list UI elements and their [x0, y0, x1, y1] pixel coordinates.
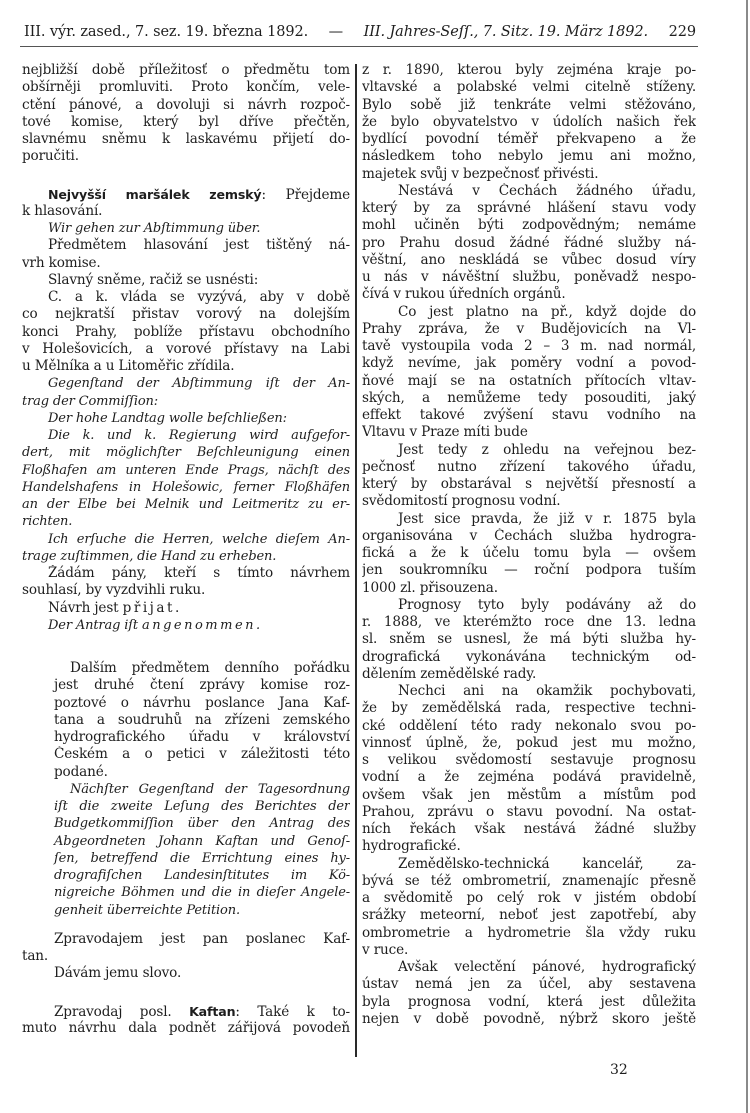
- text-line: Dalším předmětem denního pořádku: [70, 660, 350, 676]
- text-line: souhlasí, by vyzdvihli ruku.: [22, 582, 206, 599]
- text-run: Návrh jest: [48, 599, 123, 616]
- text-line: Bylo sobě již tenkráte velmi stěžováno,: [362, 96, 696, 113]
- text-line: r. 1888, ve kterémžto roce dne 13. ledna: [362, 614, 696, 630]
- text-line: že bylo obyvatelstvo v údolích našich řek: [362, 113, 696, 130]
- text-line: ských, a nemůžeme tedy posouditi, jaký: [362, 389, 696, 406]
- speaker-name: Kaftan: [189, 1003, 236, 1019]
- text-line: C. a k. vláda se vyzývá, aby v době: [48, 289, 350, 305]
- german-line: richten.: [22, 514, 73, 530]
- text-line: Jest tedy z ohledu na veřejnou bez-: [398, 441, 696, 458]
- text-line: svědomitostí prognosu vodní.: [362, 493, 561, 510]
- header-czech: III. výr. zased., 7. sez. 19. března 1892.: [24, 24, 309, 40]
- text-line: byla prognosa vodní, která jest důležita: [362, 993, 696, 1010]
- speaker-text: : Přejdeme: [261, 186, 350, 203]
- text-line: ňové mají se na ostatních přítocích vltav-: [362, 372, 696, 389]
- text-line: čívá v rukou úředních orgánů.: [362, 286, 566, 303]
- text-line: který by obstarával s největší přesností a: [362, 476, 696, 492]
- text-line: hydrografického úřadu v království: [54, 729, 350, 745]
- text-line: obšírněji promluviti. Proto končím, vele-: [22, 79, 350, 96]
- text-line: ctění pánové, a dovoluji si návrh rozpoč-: [22, 96, 350, 113]
- text-line: poztové o návrhu poslance Jana Kaf-: [54, 694, 350, 711]
- text-line: jen soukromníku — roční podpora tuším: [362, 562, 696, 579]
- text-line: následkem toho nebylo jemu ani možno,: [362, 148, 696, 165]
- text-line: sl. sněm se usnesl, že má býti služba hy-: [362, 631, 696, 648]
- german-line: trage zuſtimmen, die Hand zu erheben.: [22, 548, 277, 564]
- german-line: Abgeordneten Johann Kaftan und Genoſ-: [54, 833, 350, 849]
- speaker-line: [22, 1003, 350, 1020]
- column-divider: [355, 64, 357, 1057]
- signature-number: 32: [610, 1062, 628, 1078]
- left-column: [22, 62, 350, 1037]
- speaker-text: : Také k to-: [235, 1003, 350, 1020]
- text-line: dělením zemědělské rady.: [362, 665, 537, 682]
- header-dash: —: [328, 24, 344, 40]
- text-line: Prognosy tyto byly podávány až do: [398, 596, 696, 613]
- text-line: tové komise, který byl dříve přečtěn,: [22, 113, 350, 130]
- german-line: trag der Commiſſion:: [22, 393, 158, 409]
- text-line: Zemědělsko-technická kancelář, za-: [398, 855, 696, 872]
- text-line: v Holešovicích, a vorové přístavy na Labi: [22, 340, 350, 357]
- text-line: Avšak velectění pánové, hydrografický: [398, 959, 696, 975]
- text-line: Vltavu v Praze míti bude: [362, 424, 528, 441]
- german-line: Floßhafen am unteren Ende Prags, nächſt des: [22, 462, 350, 478]
- text-line: bydlící povodní téměř překvapeno a že: [362, 131, 696, 147]
- text-line: co nejkratší přistav vorový na dolejším: [22, 306, 350, 323]
- speaker-name: Nejvyšší maršálek zemský: [48, 186, 262, 202]
- text-line: [22, 600, 350, 617]
- text-line: věštní, ano neskládá se vůbec dosud víry: [362, 251, 696, 268]
- text-line: v ruce.: [362, 941, 409, 958]
- text-line: že by zemědělská rada, respective techni-: [362, 700, 696, 717]
- text-line: vrh komise.: [22, 254, 101, 271]
- header-german: III. Jahres-Seſſ., 7. Sitz. 19. März 1892.: [363, 24, 649, 40]
- german-line: Wir gehen zur Abſtimmung über.: [48, 221, 261, 236]
- text-line: Žádám pány, kteří s tímto návrhem: [48, 565, 350, 581]
- text-line: tan.: [22, 948, 49, 964]
- text-line: když nevíme, jak poměry vodní a povod-: [362, 355, 696, 372]
- page-edge: [746, 0, 748, 1113]
- page-number: 229: [668, 24, 696, 40]
- text-line: Českém a o petici v záležitosti této: [54, 746, 350, 763]
- text-run: Der Antrag iſt: [48, 617, 142, 633]
- german-line: Gegenſtand der Abſtimmung iſt der An-: [48, 376, 350, 392]
- text-line: s velikou svědomostí sestavuje prognosu: [362, 752, 696, 768]
- german-line: Budgetkommiſſion über den Antrag des: [54, 816, 350, 832]
- speaker-line: [22, 186, 350, 203]
- text-line: majetek svůj v bezpečnosť přivésti.: [362, 165, 599, 182]
- text-line: bývá se též ombrometrií, znamenajíc přesně: [362, 872, 696, 889]
- text-line: ovšem však jen městům a místům pod: [362, 786, 696, 803]
- german-line: ſen, betreffend die Errichtung eines hy-: [54, 850, 350, 866]
- german-line: nigreiche Böhmen und die in dieſer Angele-: [54, 885, 350, 901]
- text-line: Prahou, zprávu o stavu povodní. Na ostat-: [362, 803, 696, 820]
- text-line: 1000 zl. přisouzena.: [362, 579, 498, 596]
- text-line: Prahy zpráva, že v Budějovicích na Vl-: [362, 320, 696, 337]
- text-line: Zpravodajem jest pan poslanec Kaf-: [54, 930, 350, 947]
- german-line: Ich erſuche die Herren, welche dieſem An-: [48, 531, 350, 547]
- spaced-text: angenommen.: [141, 617, 263, 633]
- german-line: dert, mit möglichſter Beſchleunigung einen: [22, 445, 350, 461]
- german-line: Der hohe Landtag wolle beſchließen:: [48, 410, 287, 426]
- text-line: Dávám jemu slovo.: [54, 965, 182, 982]
- text-line: mohl učiněn býti zodpovědným; nemáme: [362, 217, 696, 234]
- text-line: Jest sice pravda, že již v r. 1875 byla: [398, 510, 696, 527]
- text-line: slavnému sněmu k laskavému přijetí do-: [22, 131, 350, 147]
- text-line: konci Prahy, poblíže přístavu obchodního: [22, 323, 350, 340]
- german-line: drografiſchen Landesinſtitutes im Kö-: [54, 868, 350, 883]
- text-line: jest druhé čtení zprávy komise roz-: [54, 677, 350, 694]
- text-line: k hlasování.: [22, 202, 103, 219]
- german-line: Handelshafens in Holešowic, ferner Floßhäfen: [22, 479, 350, 495]
- text-line: srážky meteorní, neboť jest zapotřebí, aby: [362, 907, 696, 924]
- text-line: Slavný sněme, račiž se usnésti:: [48, 271, 259, 288]
- text-line: ních řekách však nestává žádné služby: [362, 821, 696, 837]
- text-line: hydrografické.: [362, 838, 461, 855]
- german-line: [22, 617, 350, 634]
- text-line: ombrometrie a hydrometrie šla vždy ruku: [362, 924, 696, 941]
- text-line: podané.: [54, 763, 108, 780]
- text-line: poručiti.: [22, 148, 79, 165]
- text-line: z r. 1890, kterou byly zejména kraje po-: [362, 62, 696, 78]
- text-line: ústav nemá jen za účel, aby sestavena: [362, 976, 696, 993]
- spaced-text: přijat.: [122, 599, 182, 616]
- german-line: Nächſter Gegenſtand der Tagesordnung: [70, 781, 350, 797]
- text-line: pro Prahu dosud žádné řádné služby ná-: [362, 234, 696, 251]
- text-line: Co jest platno na př., když dojde do: [398, 303, 696, 320]
- text-line: cké oddělení této rady nekonalo svou po-: [362, 717, 696, 734]
- header-rule: [20, 46, 698, 47]
- text-line: který by za správné hlášení stavu vody: [362, 200, 696, 216]
- text-line: u Mělníka a u Litoměřic zřídila.: [22, 358, 235, 374]
- german-line: an der Elbe bei Melnik und Leitmeritz zu er-: [22, 497, 350, 512]
- text-line: vinnosť úplně, že, pokud jest mu možno,: [362, 734, 696, 751]
- text-line: organisována v Čechách služba hydrogra-: [362, 527, 696, 544]
- text-run: Zpravodaj posl.: [54, 1003, 190, 1020]
- german-line: iſt die zweite Leſung des Berichtes der: [54, 799, 350, 814]
- text-line: nejbližší době příležitosť o předmětu tom: [22, 62, 350, 78]
- text-line: Předmětem hlasování jest tištěný ná-: [48, 237, 350, 254]
- german-line: Die k. und k. Regierung wird aufgefor-: [48, 428, 350, 443]
- text-line: drografická vykonávána technickým od-: [362, 648, 696, 665]
- text-line: tavě vystoupila voda 2 – 3 m. nad normál,: [362, 338, 696, 354]
- text-line: effekt takové zvýšení stavu vodního na: [362, 407, 696, 423]
- text-line: nejen v době povodně, nýbrž skoro ještě: [362, 1010, 696, 1027]
- text-line: muto návrhu dala podnět zářijová povodeň: [22, 1019, 350, 1036]
- text-line: pečnosť nutno zřízení takového úřadu,: [362, 458, 696, 475]
- text-line: tana a soudruhů na zřízeni zemského: [54, 711, 350, 728]
- text-line: fická a že k účelu tomu byla — ovšem: [362, 545, 696, 561]
- text-line: u nás v návěštní službu, poněvadž nespo-: [362, 269, 696, 285]
- running-header: [24, 22, 696, 48]
- text-line: a svědomitě po celý rok v jistém období: [362, 890, 696, 906]
- text-line: Nechci ani na okamžik pochybovati,: [398, 683, 696, 699]
- text-line: Nestává v Čechách žádného úřadu,: [398, 182, 696, 199]
- right-column: [362, 62, 696, 1028]
- text-line: vodní a že zejména podává pravidelně,: [362, 769, 696, 786]
- text-line: vltavské a polabské velmi citelně stíženy.: [362, 79, 696, 96]
- german-line: genheit überreichte Petition.: [54, 902, 240, 918]
